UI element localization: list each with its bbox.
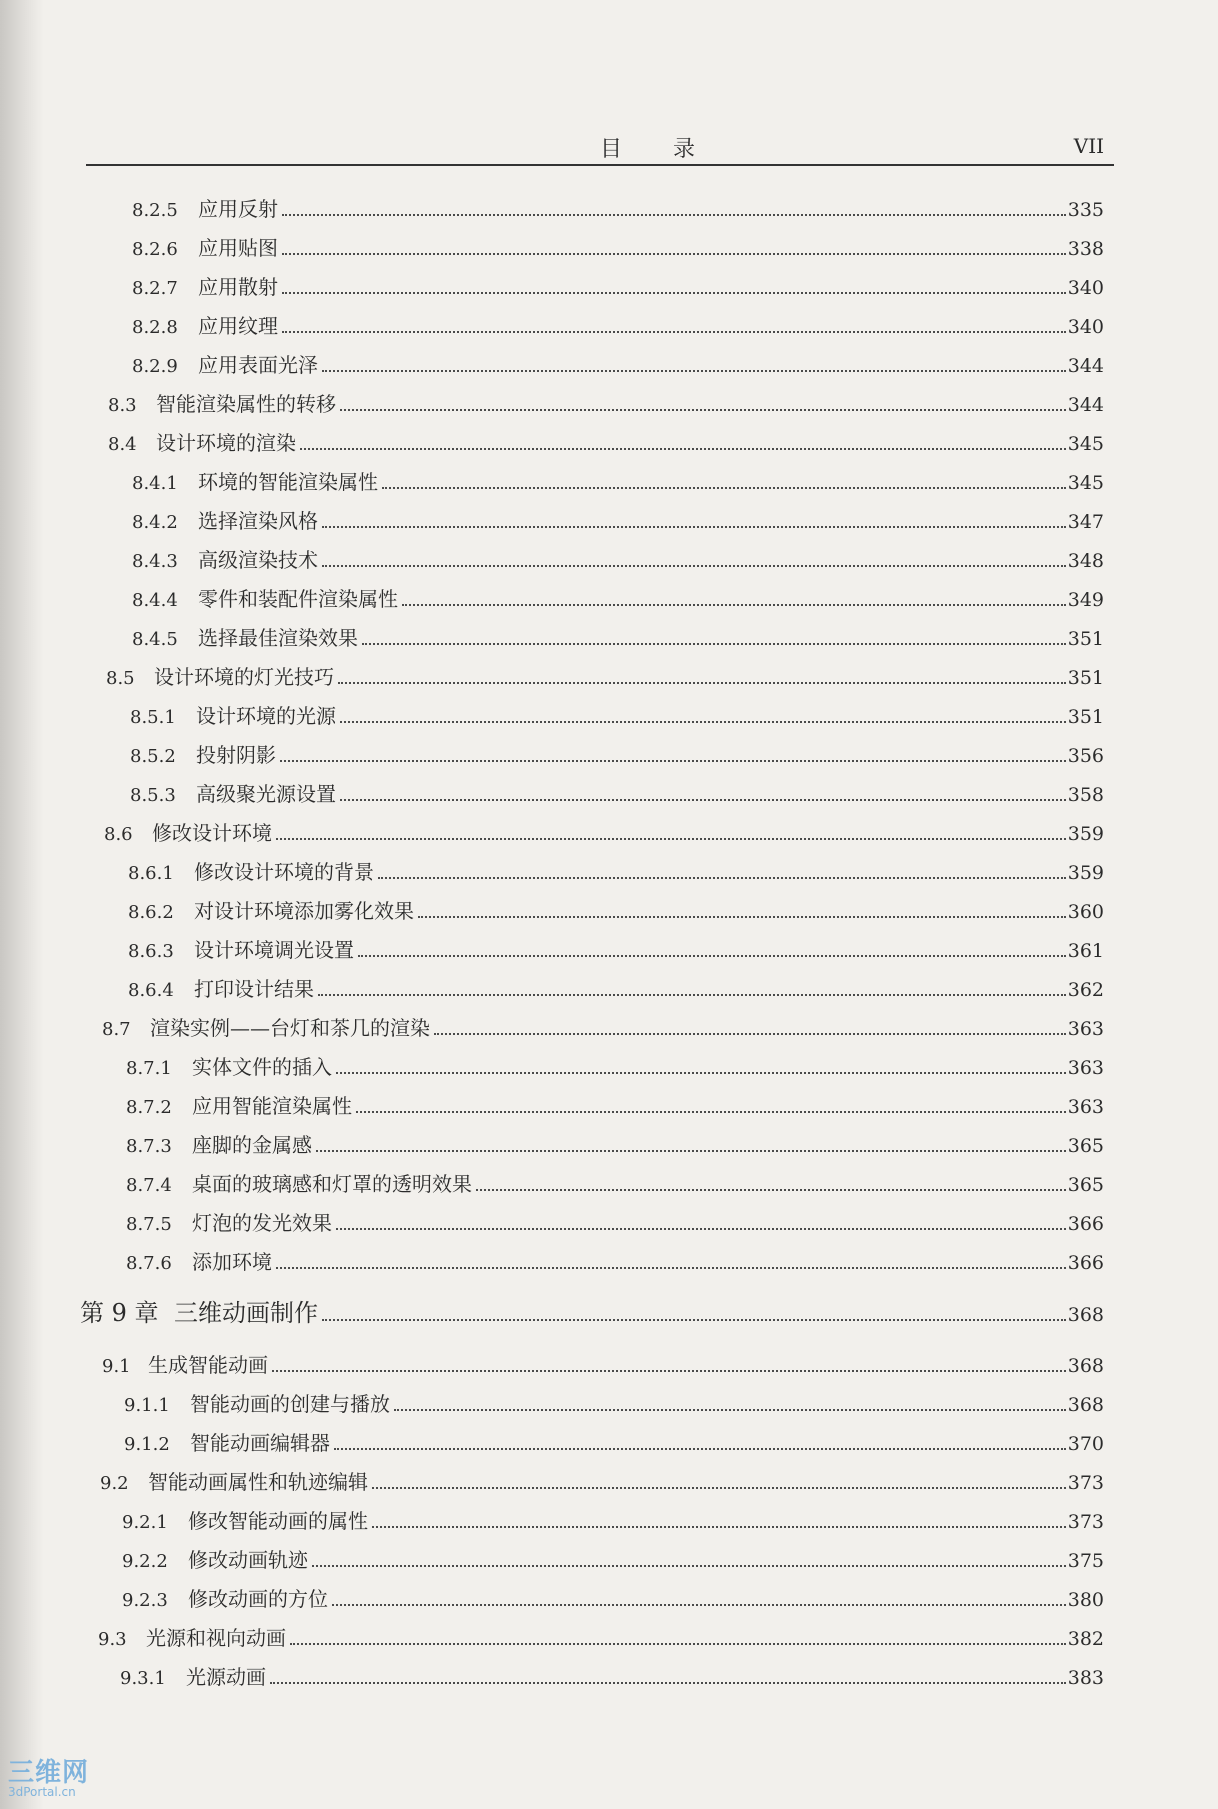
toc-entry-title: 应用表面光泽 (198, 353, 318, 377)
toc-entry-title: 三维动画制作 (174, 1299, 318, 1327)
toc-entry-page: 359 (1067, 862, 1104, 884)
toc-subsection-entry (122, 1506, 1104, 1536)
toc-entry-title: 选择最佳渲染效果 (198, 626, 358, 650)
dot-leader (372, 1487, 1066, 1489)
toc-entry-title: 修改设计环境的背景 (194, 860, 374, 884)
toc-entry-number: 9.1.2 (124, 1434, 170, 1455)
toc-section-entry (98, 1623, 1104, 1653)
dot-leader (270, 1682, 1066, 1684)
toc-entry-number: 8.2.5 (132, 200, 178, 221)
toc-entry-page: 344 (1067, 355, 1104, 377)
toc-entry-page: 383 (1067, 1667, 1104, 1689)
dot-leader (338, 682, 1066, 684)
toc-entry-number: 8.7.6 (126, 1253, 172, 1274)
toc-entry-number: 9.1.1 (124, 1395, 170, 1416)
toc-entry-page: 340 (1067, 277, 1104, 299)
toc-entry-number: 8.5.3 (130, 785, 176, 806)
toc-entry-title: 应用散射 (198, 275, 278, 299)
toc-entry-title: 修改智能动画的属性 (188, 1509, 368, 1533)
toc-entry-page: 363 (1067, 1096, 1104, 1118)
toc-entry-page: 370 (1067, 1433, 1104, 1455)
toc-subsection-entry (132, 233, 1104, 263)
toc-entry-title: 智能动画属性和轨迹编辑 (148, 1470, 368, 1494)
toc-entry-title: 设计环境的灯光技巧 (154, 665, 334, 689)
dot-leader (372, 1526, 1066, 1528)
toc-entry-number: 9.2 (100, 1473, 129, 1494)
toc-subsection-entry (120, 1662, 1104, 1692)
toc-entry-number: 9.3 (98, 1629, 127, 1650)
watermark (8, 1752, 104, 1802)
toc-entry-number: 8.7.5 (126, 1214, 172, 1235)
watermark-url: 3dPortal.cn (8, 1785, 76, 1799)
toc-subsection-entry (126, 1091, 1104, 1121)
toc-entry-page: 362 (1067, 979, 1104, 1001)
dot-leader (332, 1604, 1066, 1606)
toc-subsection-entry (130, 701, 1104, 731)
toc-entry-title: 选择渲染风格 (198, 509, 318, 533)
toc-entry-number: 8.4.5 (132, 629, 178, 650)
toc-entry-number: 8.3 (108, 395, 137, 416)
toc-entry-number: 8.7.1 (126, 1058, 172, 1079)
toc-entry-number: 8.2.6 (132, 239, 178, 260)
dot-leader (336, 1228, 1066, 1230)
toc-entry-title: 零件和装配件渲染属性 (198, 587, 398, 611)
toc-entry-title: 智能动画编辑器 (190, 1431, 330, 1455)
toc-entry-page: 366 (1067, 1213, 1104, 1235)
dot-leader (362, 643, 1066, 645)
toc-subsection-entry (124, 1389, 1104, 1419)
dot-leader (322, 565, 1066, 567)
toc-entry-number: 9.2.1 (122, 1512, 168, 1533)
toc-entry-title: 智能渲染属性的转移 (156, 392, 336, 416)
dot-leader (340, 409, 1066, 411)
toc-subsection-entry (128, 857, 1104, 887)
toc-entry-page: 359 (1067, 823, 1104, 845)
toc-entry-title: 应用贴图 (198, 236, 278, 260)
dot-leader (300, 448, 1066, 450)
dot-leader (434, 1033, 1066, 1035)
toc-subsection-entry (132, 467, 1104, 497)
toc-subsection-entry (122, 1584, 1104, 1614)
toc-entry-number: 8.6.4 (128, 980, 174, 1001)
dot-leader (290, 1643, 1066, 1645)
toc-section-entry (102, 1350, 1104, 1380)
toc-entry-title: 投射阴影 (196, 743, 276, 767)
toc-entry-page: 365 (1067, 1135, 1104, 1157)
watermark-logo: 三维网 (8, 1758, 90, 1788)
toc-subsection-entry (128, 935, 1104, 965)
toc-entry-page: 358 (1067, 784, 1104, 806)
toc-subsection-entry (126, 1130, 1104, 1160)
toc-entry-title: 应用反射 (198, 197, 278, 221)
toc-entry-title: 光源动画 (186, 1665, 266, 1689)
toc-entry-page: 345 (1067, 433, 1104, 455)
toc-entry-page: 335 (1067, 199, 1104, 221)
toc-subsection-entry (126, 1208, 1104, 1238)
dot-leader (282, 253, 1066, 255)
toc-entry-number: 8.6.1 (128, 863, 174, 884)
toc-entry-page: 349 (1067, 589, 1104, 611)
dot-leader (356, 1111, 1066, 1113)
toc-entry-page: 382 (1067, 1628, 1104, 1650)
toc-entry-title: 添加环境 (192, 1250, 272, 1274)
toc-entry-page: 366 (1067, 1252, 1104, 1274)
toc-entry-title: 设计环境调光设置 (194, 938, 354, 962)
dot-leader (334, 1448, 1066, 1450)
toc-entry-number: 8.4.1 (132, 473, 178, 494)
toc-subsection-entry (132, 194, 1104, 224)
dot-leader (340, 721, 1066, 723)
toc-entry-number: 9.2.3 (122, 1590, 168, 1611)
toc-section-entry (108, 389, 1104, 419)
toc-entry-page: 363 (1067, 1018, 1104, 1040)
toc-entry-title: 光源和视向动画 (146, 1626, 286, 1650)
toc-entry-page: 363 (1067, 1057, 1104, 1079)
dot-leader (312, 1565, 1066, 1567)
toc-entry-title: 环境的智能渲染属性 (198, 470, 378, 494)
dot-leader (418, 916, 1066, 918)
toc-entry-number: 8.5 (106, 668, 135, 689)
toc-entry-title: 智能动画的创建与播放 (190, 1392, 390, 1416)
toc-entry-page: 351 (1067, 706, 1104, 728)
dot-leader (316, 1150, 1066, 1152)
toc-entry-title: 修改动画的方位 (188, 1587, 328, 1611)
toc-section-entry (108, 428, 1104, 458)
toc-section-entry (100, 1467, 1104, 1497)
toc-section-entry (102, 1013, 1104, 1043)
toc-entry-title: 修改动画轨迹 (188, 1548, 308, 1572)
toc-entry-number: 第 9 章 (80, 1299, 159, 1327)
toc-entry-page: 351 (1067, 667, 1104, 689)
toc-entry-page: 380 (1067, 1589, 1104, 1611)
toc-entry-page: 351 (1067, 628, 1104, 650)
toc-entry-number: 8.4.4 (132, 590, 178, 611)
dot-leader (318, 994, 1066, 996)
toc-entry-number: 8.7.2 (126, 1097, 172, 1118)
dot-leader (322, 1319, 1066, 1321)
dot-leader (272, 1370, 1066, 1372)
header-page-number: VII (1073, 134, 1104, 158)
toc-subsection-entry (128, 974, 1104, 1004)
toc-subsection-entry (132, 272, 1104, 302)
dot-leader (402, 604, 1066, 606)
toc-subsection-entry (122, 1545, 1104, 1575)
toc-entry-page: 375 (1067, 1550, 1104, 1572)
toc-entry-title: 座脚的金属感 (192, 1133, 312, 1157)
toc-entry-page: 345 (1067, 472, 1104, 494)
toc-subsection-entry (132, 623, 1104, 653)
toc-section-entry (104, 818, 1104, 848)
toc-entry-number: 9.3.1 (120, 1668, 166, 1689)
toc-entry-page: 361 (1067, 940, 1104, 962)
toc-subsection-entry (132, 311, 1104, 341)
toc-entry-page: 373 (1067, 1511, 1104, 1533)
toc-entry-title: 对设计环境添加雾化效果 (194, 899, 414, 923)
toc-entry-title: 灯泡的发光效果 (192, 1211, 332, 1235)
dot-leader (382, 487, 1066, 489)
toc-entry-page: 340 (1067, 316, 1104, 338)
dot-leader (282, 214, 1066, 216)
toc-subsection-entry (130, 779, 1104, 809)
dot-leader (476, 1189, 1066, 1191)
toc-entry-page: 365 (1067, 1174, 1104, 1196)
toc-entry-number: 8.5.1 (130, 707, 176, 728)
toc-entry-number: 8.6.3 (128, 941, 174, 962)
toc-subsection-entry (132, 506, 1104, 536)
toc-entry-number: 8.7.3 (126, 1136, 172, 1157)
toc-entry-number: 8.2.9 (132, 356, 178, 377)
toc-subsection-entry (132, 584, 1104, 614)
dot-leader (394, 1409, 1066, 1411)
toc-entry-number: 8.6.2 (128, 902, 174, 923)
toc-entry-number: 8.7.4 (126, 1175, 172, 1196)
dot-leader (378, 877, 1066, 879)
toc-entry-title: 桌面的玻璃感和灯罩的透明效果 (192, 1172, 472, 1196)
toc-entry-title: 生成智能动画 (148, 1353, 268, 1377)
toc-entry-number: 8.4.3 (132, 551, 178, 572)
toc-entry-page: 368 (1067, 1304, 1104, 1326)
dot-leader (358, 955, 1066, 957)
toc-entry-page: 356 (1067, 745, 1104, 767)
toc-entry-page: 338 (1067, 238, 1104, 260)
toc-entry-number: 8.2.7 (132, 278, 178, 299)
dot-leader (276, 1267, 1066, 1269)
toc-entry-page: 348 (1067, 550, 1104, 572)
toc-entry-title: 实体文件的插入 (192, 1055, 332, 1079)
toc-entry-title: 修改设计环境 (152, 821, 272, 845)
toc-subsection-entry (126, 1052, 1104, 1082)
toc-entry-page: 347 (1067, 511, 1104, 533)
toc-entry-number: 9.2.2 (122, 1551, 168, 1572)
header-title: 目 录 (600, 137, 717, 162)
toc-entry-title: 设计环境的渲染 (156, 431, 296, 455)
toc-entry-page: 368 (1067, 1394, 1104, 1416)
toc-subsection-entry (126, 1169, 1104, 1199)
dot-leader (282, 292, 1066, 294)
toc-entry-title: 高级渲染技术 (198, 548, 318, 572)
toc-entry-page: 344 (1067, 394, 1104, 416)
toc-subsection-entry (124, 1428, 1104, 1458)
toc-entry-title: 高级聚光源设置 (196, 782, 336, 806)
toc-entry-title: 打印设计结果 (194, 977, 314, 1001)
dot-leader (282, 331, 1066, 333)
toc-entry-number: 8.2.8 (132, 317, 178, 338)
dot-leader (322, 370, 1066, 372)
toc-entry-title: 应用智能渲染属性 (192, 1094, 352, 1118)
toc-entry-title: 设计环境的光源 (196, 704, 336, 728)
toc-entry-number: 9.1 (102, 1356, 131, 1377)
toc-entry-number: 8.6 (104, 824, 133, 845)
toc-entry-number: 8.4 (108, 434, 137, 455)
dot-leader (280, 760, 1066, 762)
toc-entry-page: 360 (1067, 901, 1104, 923)
toc-subsection-entry (126, 1247, 1104, 1277)
dot-leader (336, 1072, 1066, 1074)
toc-subsection-entry (128, 896, 1104, 926)
toc-entry-number: 8.7 (102, 1019, 131, 1040)
toc-subsection-entry (132, 545, 1104, 575)
toc-entry-page: 368 (1067, 1355, 1104, 1377)
toc-entry-page: 373 (1067, 1472, 1104, 1494)
toc-section-entry (106, 662, 1104, 692)
toc-entry-number: 8.4.2 (132, 512, 178, 533)
toc-entry-number: 8.5.2 (130, 746, 176, 767)
toc-entry-title: 渲染实例——台灯和茶几的渲染 (150, 1016, 430, 1040)
toc-chapter-entry (80, 1298, 1104, 1328)
toc-subsection-entry (132, 350, 1104, 380)
dot-leader (276, 838, 1066, 840)
toc-entry-title: 应用纹理 (198, 314, 278, 338)
dot-leader (340, 799, 1066, 801)
dot-leader (322, 526, 1066, 528)
toc-subsection-entry (130, 740, 1104, 770)
